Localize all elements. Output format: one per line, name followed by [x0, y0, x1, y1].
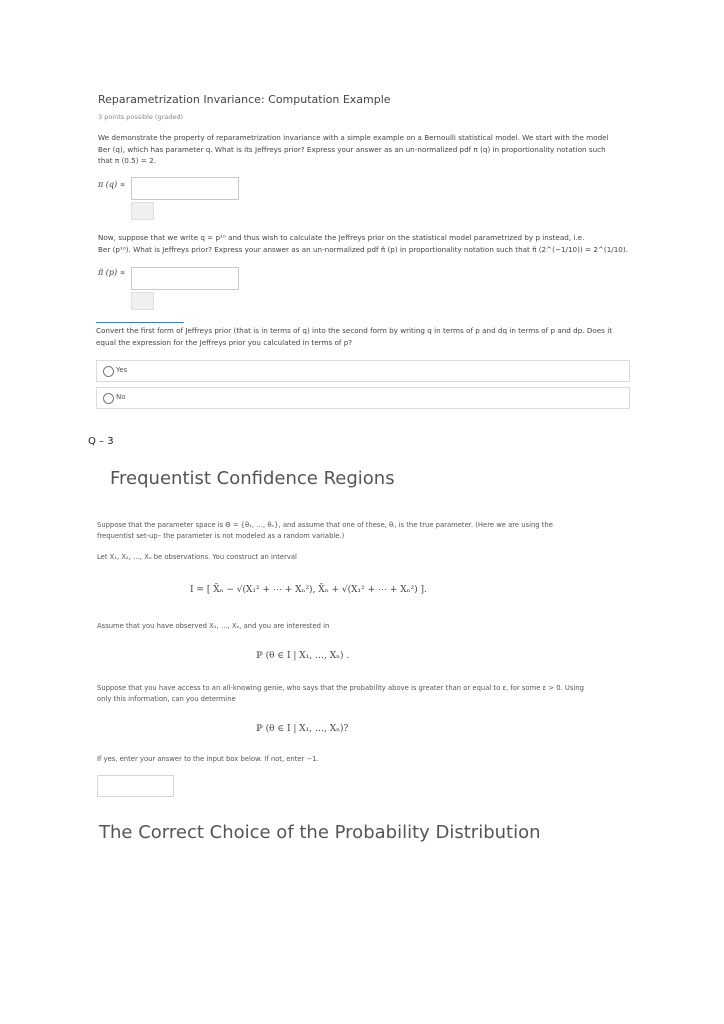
problem-title: Reparametrization Invariance: Computation Example — [98, 93, 391, 106]
part2-text — [98, 232, 628, 255]
para-4-line-2: only this information, can you determine — [97, 694, 236, 703]
choice-yes-label: Yes — [116, 366, 128, 374]
answer-input-1[interactable] — [131, 177, 239, 200]
choice-no-label: No — [116, 393, 126, 401]
section-para-4 — [97, 683, 617, 704]
points-possible: 3 points possible (graded) — [98, 113, 184, 121]
probability-equation: ℙ (θ ∈ I | X₁, …, Xₙ) . — [256, 651, 350, 661]
choice-yes[interactable] — [96, 360, 630, 382]
next-section-title: The Correct Choice of the Probability Distribution — [99, 822, 541, 843]
section-title: Frequentist Confidence Regions — [110, 468, 395, 489]
intro-line-2: Ber (q), which has parameter q. What is its Jeffreys prior? Express your answer as an un-normalized pdf π (q) in proportionality notation such — [98, 144, 606, 154]
radio-yes[interactable] — [103, 366, 114, 377]
answer-input-2[interactable] — [131, 267, 239, 290]
intro-line-3: that π (0.5) = 2. — [98, 156, 156, 165]
answer-label-1: π (q) ∝ — [98, 180, 126, 189]
section-para-5: If yes, enter your answer to the input box below. If not, enter −1. — [97, 755, 319, 763]
submit-button-2[interactable] — [131, 292, 154, 310]
problem-intro — [98, 132, 628, 167]
section-para-3: Assume that you have observed X₁, …, Xₙ, and you are interested in — [97, 622, 330, 630]
para-1-line-1: Suppose that the parameter space is Θ = {θ₁, …, θₙ}, and assume that one of these, θᵢ, is the true parameter. (Here we are using the — [97, 521, 553, 529]
answer-input-3[interactable] — [97, 775, 174, 797]
intro-line-1: We demonstrate the property of reparametrization invariance with a simple example on a Bernoulli statistical model. We start with the model — [98, 133, 609, 142]
answer-label-2: π̃ (p) ∝ — [98, 268, 126, 277]
section-para-2: Let X₁, X₂, …, Xₙ be observations. You construct an interval — [97, 553, 297, 561]
interval-equation: I = [ X̄ₙ − √(X₁² + ⋯ + Xₙ²), X̄ₙ + √(X₁² + ⋯ + Xₙ²) ]. — [190, 585, 427, 595]
para-4-line-1: Suppose that you have access to an all-knowing genie, who says that the probability above is greater than or equal to ε, for some ε > 0. Using — [97, 684, 584, 692]
submit-button-1[interactable] — [131, 202, 154, 220]
part2-line-1: Now, suppose that we write q = p¹⁰ and thus wish to calculate the Jeffreys prior on the statistical model parametrized by p instead, i.e. — [98, 233, 585, 242]
divider-line — [96, 322, 184, 323]
question-number: Q – 3 — [88, 436, 114, 447]
part3-line-1: Convert the first form of Jeffreys prior (that is in terms of q) into the second form by writing q in terms of p and dq in terms of p and dp. Does it — [96, 326, 613, 335]
probability-question-equation: ℙ (θ ∈ I | X₁, …, Xₙ)? — [256, 724, 349, 734]
part3-line-2: equal the expression for the Jeffreys prior you calculated in terms of p? — [96, 337, 353, 347]
part2-line-2: Ber (p¹⁰). What is Jeffreys prior? Express your answer as an un-normalized pdf π̃ (p) in proportionality notation such that π̃ (2^(−1/10)) = 2^(1/10). — [98, 244, 628, 254]
radio-no[interactable] — [103, 393, 114, 404]
section-para-1 — [97, 520, 617, 541]
para-1-line-2: frequentist set-up– the parameter is not modeled as a random variable.) — [97, 531, 345, 540]
part3-text — [96, 325, 631, 348]
choice-no[interactable] — [96, 387, 630, 409]
